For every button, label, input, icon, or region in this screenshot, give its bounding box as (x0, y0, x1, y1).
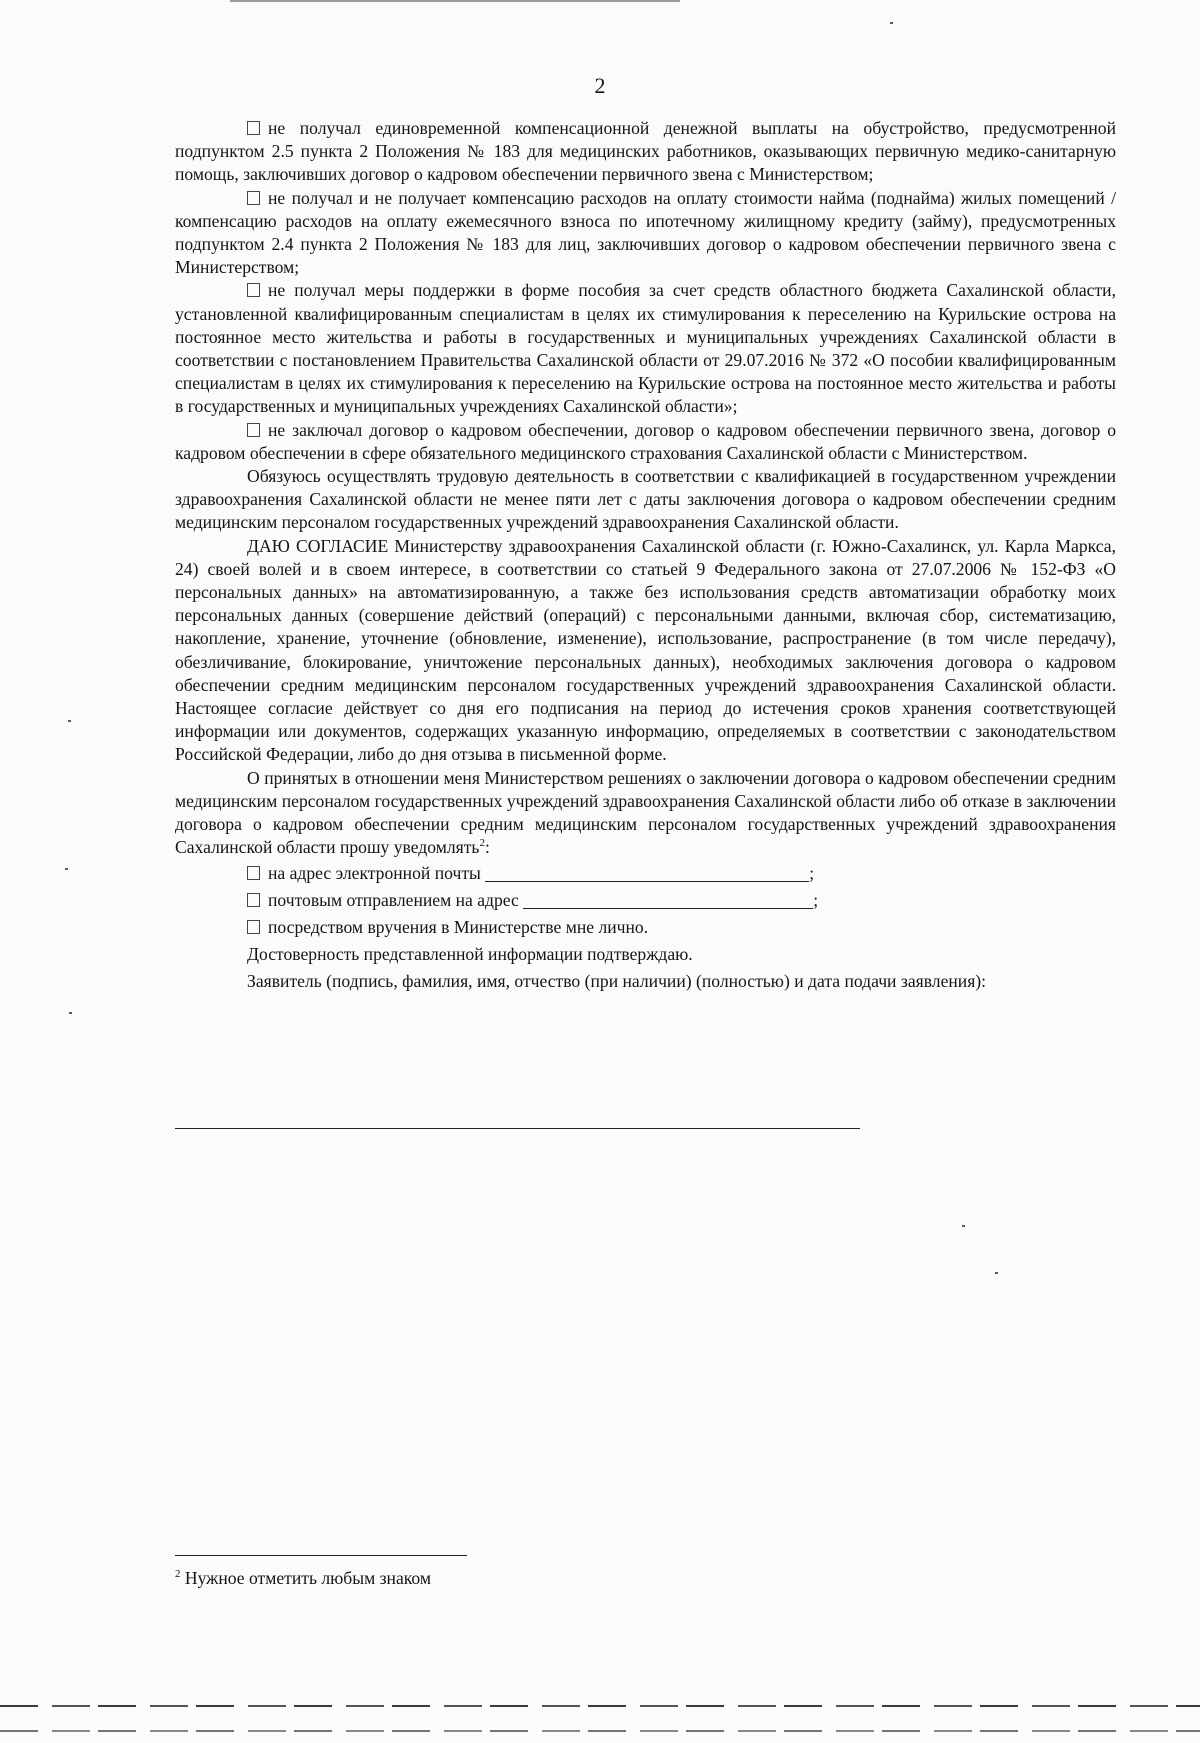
footnote-reference: 2 (479, 837, 485, 850)
checkbox[interactable] (247, 866, 260, 880)
document-body (175, 117, 1116, 994)
consent-paragraph: ДАЮ СОГЛАСИЕ Министерству здравоохранения Сахалинской области (г. Южно-Сахалинск, ул. Карла Маркса, 24) своей волей и в своем интересе, в соответствии со статьей 9 Федерального закона от 27.07.2006 № 152-ФЗ «О персональных данных» на автоматизированную, а также без использования средств автоматизации обработку моих персональных данных (совершение действий (операций) с персональными данными, включая сбор, систематизацию, накопление, хранение, уточнение (обновление, изменение), использование, распространение (в том числе передачу), обезличивание, блокирование, уничтожение персональных данных), необходимых заключения договора о кадровом обеспечении средним медицинским персоналом государственных учреждений здравоохранения Сахалинской области. Настоящее согласие действует со дня его подписания на период до истечения сроков хранения соответствующей информации или документов, содержащих указанную информацию, определяемых в соответствии с законодательством Российской Федерации, либо до дня отзыва в письменной форме. (175, 535, 1116, 765)
checkbox[interactable] (247, 920, 260, 934)
scan-edge-line (230, 0, 680, 2)
list-item: не получал единовременной компенсационной денежной выплаты на обустройство, предусмотренной подпунктом 2.5 пункта 2 Положения № 183 для медицинских работников, оказывающих первичную медико-санитарную помощь, заключивших договор о кадровом обеспечении первичного звена с Министерством; (175, 118, 1116, 185)
checkbox[interactable] (247, 283, 260, 297)
confirm-statement: Достоверность представленной информации подтверждаю. (247, 944, 693, 965)
scan-speck (890, 22, 893, 24)
option-mail: почтовым отправлением на адрес ; (175, 889, 1116, 912)
notify-paragraph: О принятых в отношении меня Министерством решениях о заключении договора о кадровом обеспечении средним медицинским персоналом государственных учреждений здравоохранения Сахалинской области либо об отказе в заключении договора о кадровом обеспечении средним медицинским персоналом государственных учреждений здравоохранения Сахалинской области прошу уведомлять$^2$: (175, 767, 1116, 858)
scan-speck (962, 1225, 965, 1227)
option-personal: посредством вручения в Министерстве мне лично. (175, 916, 1116, 939)
obligation-paragraph: Обязуюсь осуществлять трудовую деятельность в соответствии с квалификацией в государственном учреждении здравоохранения Сахалинской области не менее пяти лет с даты заключения договора о кадровом обеспечении средним медицинским персоналом государственных учреждений здравоохранения Сахалинской области. (175, 466, 1116, 533)
scan-edge-noise (0, 1705, 1200, 1707)
checkbox[interactable] (247, 893, 260, 907)
page-number: 2 (594, 73, 606, 98)
address-field[interactable] (523, 891, 813, 909)
checkbox[interactable] (247, 423, 260, 437)
checkbox[interactable] (247, 191, 260, 205)
option-email: на адрес электронной почты ; (175, 862, 1116, 885)
applicant-label: Заявитель (подпись, фамилия, имя, отчество (при наличии) (полностью) и дата подачи заявления): (247, 971, 987, 992)
scan-speck (995, 1272, 998, 1274)
checkbox[interactable] (247, 121, 260, 135)
scan-speck (69, 1012, 72, 1014)
list-item: не получал меры поддержки в форме пособия за счет средств областного бюджета Сахалинской области, установленной квалифицированным специалистам в целях их стимулирования к переселению на Курильские острова на постоянное место жительства и работы в государственных и муниципальных учреждениях Сахалинской области в соответствии с постановлением Правительства Сахалинской области от 29.07.2016 № 372 «О пособии квалифицированным специалистам в целях их стимулирования к переселению на Курильские острова на постоянное место жительства и работы в государственных и муниципальных учреждениях Сахалинской области»; (175, 280, 1116, 417)
scan-speck (68, 720, 71, 722)
scan-edge-noise (0, 1730, 1200, 1732)
email-field[interactable] (485, 864, 809, 882)
signature-line[interactable] (175, 1128, 860, 1129)
list-item: не получал и не получает компенсацию расходов на оплату стоимости найма (поднайма) жилых помещений / компенсацию расходов на оплату ежемесячного взноса по ипотечному жилищному кредиту (займу), предусмотренных подпунктом 2.4 пункта 2 Положения № 183 для лиц, заключивших договор о кадровом обеспечении первичного звена с Министерством; (175, 187, 1116, 278)
scan-speck (65, 868, 68, 870)
list-item: не заключал договор о кадровом обеспечении, договор о кадровом обеспечении первичного звена, договор о кадровом обеспечении в сфере обязательного медицинского страхования Сахалинской области с Министерством. (175, 419, 1116, 463)
footnote: $^2$ Нужное отметить любым знаком (175, 1568, 432, 1588)
footnote-separator (175, 1555, 467, 1556)
footnote-number: 2 (175, 1568, 181, 1581)
